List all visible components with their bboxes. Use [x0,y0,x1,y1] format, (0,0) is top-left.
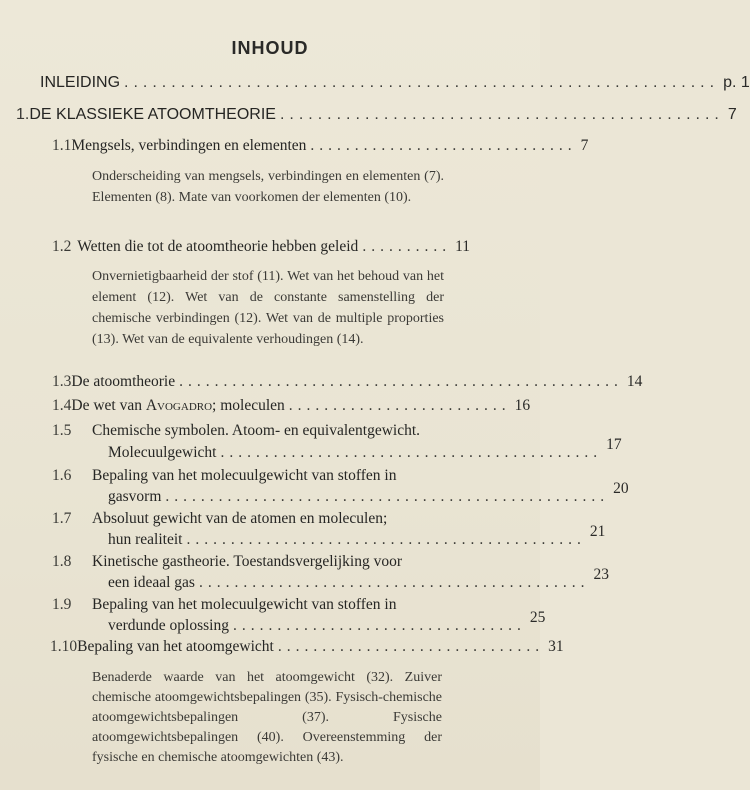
toc-label-prefix: De wet van [71,397,146,414]
toc-page-number: 14 [626,373,643,390]
toc-entry-number: 1. [16,106,30,123]
toc-entry-number: 1.10 [50,638,78,655]
toc-entry-label: Mengsels, verbindingen en elementen [71,137,307,154]
leader-dots: ............................................................... [124,74,720,91]
toc-entry-number: 1.6 [52,467,72,484]
toc-entry-label-line2: Molecuulgewicht [108,444,217,461]
leader-dots: ......................... [288,397,511,414]
toc-entry-1-1 [52,137,589,155]
toc-page-number: 25 [529,609,546,626]
toc-entry-label-line2: een ideaal gas [108,574,195,591]
toc-page-number: 23 [593,566,609,583]
toc-entry-1-4 [52,397,531,415]
toc-entry-number: 1.7 [52,510,72,527]
leader-dots: .................................................. [165,488,610,505]
toc-entry-label-line1: Bepaling van het molecuulgewicht van stoffen in [92,467,397,484]
toc-label-suffix: ; moleculen [212,397,285,414]
toc-page-number: 20 [613,480,629,497]
toc-page-number: 7 [580,137,589,154]
toc-entry-description-1-2: Onvernietigbaarheid der stof (11). Wet van het behoud van het element (12). Wet van de constante samenstelling der chemische verbindingen (12). Wet van de multiple proporties (13). Wet van de equivalente verhoudingen (14). [92,269,444,347]
toc-entry-number: 1.9 [52,596,72,613]
toc-entry-1-10 [50,638,564,656]
toc-page-number: 11 [455,238,470,255]
toc-entry-label: Wetten die tot de atoomtheorie hebben geleid [77,238,359,255]
toc-entry-1-7-cont [108,523,606,549]
toc-label-name: Avogadro [145,397,213,414]
toc-entry-1-3 [52,373,643,391]
toc-entry-1-6-cont [108,480,629,506]
page-title: INHOUD [231,38,309,58]
toc-entry-1-8-cont [108,566,609,592]
leader-dots: ............................................. [186,531,586,548]
toc-entry-1-5-cont [108,436,622,462]
toc-entry-chapter-1 [16,106,737,124]
toc-entry-description-1-10: Benaderde waarde van het atoomgewicht (32). Zuiver chemische atoomgewichtsbepalingen (35). Fysisch-chemische atoomgewichtsbepalingen (37). Fysische atoomgewichtsbepalingen (40). Overeenstemming der fysische en chemische atoomgewichten (43). [92,670,442,765]
toc-entry-label: De atoomtheorie [71,373,176,390]
toc-entry-label [71,397,284,415]
toc-entry-1-5 [52,422,470,440]
leader-dots: ........................................... [220,444,603,461]
toc-entry-number: 1.1 [52,137,72,154]
toc-entry-label-line1: Kinetische gastheorie. Toestandsvergelijking voor [92,553,402,570]
toc-entry-1-7 [52,510,470,528]
toc-entry-1-9-cont [108,609,546,635]
toc-entry-1-8 [52,553,470,571]
toc-entry-number: 1.3 [52,373,72,390]
leader-dots: ................................. [232,617,526,634]
toc-page-number: 16 [514,397,531,414]
leader-dots: .......... [362,238,452,255]
toc-entry-1-6 [52,467,470,485]
toc-entry-label-line2: verdunde oplossing [108,617,229,634]
toc-entry-label: INLEIDING [40,74,121,91]
toc-entry-label-line2: hun realiteit [108,531,183,548]
toc-page-number: 21 [589,523,606,540]
toc-page-number: p. 1 [723,74,750,91]
toc-page-number: 17 [606,436,622,453]
toc-page-number: 7 [727,106,737,123]
leader-dots: ............................................ [198,574,590,591]
toc-entry-1-9 [52,596,470,614]
toc-entry-label-line1: Bepaling van het molecuulgewicht van stoffen in [92,596,397,613]
leader-dots: .............................. [277,638,545,655]
toc-entry-label: DE KLASSIEKE ATOOMTHEORIE [29,106,276,123]
toc-entry-description-1-1: Onderscheiding van mengsels, verbindingen en elementen (7). Elementen (8). Mate van voorkomen der elementen (10). [92,169,444,205]
toc-entry-1-2 [52,238,470,256]
toc-entry-label-line1: Absoluut gewicht van de atomen en moleculen; [92,510,388,527]
toc-entry-number: 1.4 [52,397,72,414]
toc-entry-number: 1.2 [52,238,72,255]
leader-dots: .............................. [310,137,577,154]
toc-entry-inleiding [40,74,750,92]
leader-dots: ............................................... [279,106,724,123]
toc-entry-label: Bepaling van het atoomgewicht [77,638,274,655]
toc-entry-number: 1.8 [52,553,72,570]
leader-dots: .................................................. [179,373,623,390]
toc-page-number: 31 [548,638,564,655]
toc-entry-label-line2: gasvorm [108,488,162,505]
toc-entry-number: 1.5 [52,422,72,439]
toc-entry-label-line1: Chemische symbolen. Atoom- en equivalentgewicht. [92,422,421,439]
